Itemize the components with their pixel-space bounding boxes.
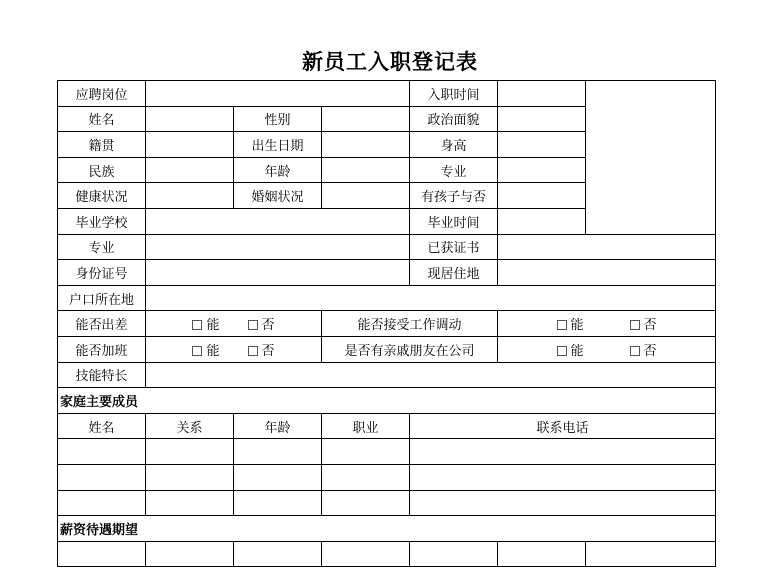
family-header-phone: 联系电话	[410, 413, 716, 439]
family-cell[interactable]	[234, 490, 322, 516]
form-row	[58, 516, 716, 542]
entry-time-label: 入职时间	[410, 81, 498, 107]
overtime-options	[146, 336, 322, 362]
age-field[interactable]	[322, 157, 410, 183]
health-label: 健康状况	[58, 183, 146, 209]
family-header-name: 姓名	[58, 413, 146, 439]
origin-field[interactable]	[146, 132, 234, 158]
relatives-no-option[interactable]: 否	[630, 340, 657, 359]
relatives-label: 是否有亲戚朋友在公司	[322, 336, 498, 362]
family-cell[interactable]	[58, 464, 146, 490]
grad-time-field[interactable]	[498, 208, 586, 234]
registration-form-table	[57, 80, 716, 567]
business-trip-no-option[interactable]: 否	[248, 314, 275, 333]
family-cell[interactable]	[58, 439, 146, 465]
major2-label: 专业	[58, 234, 146, 260]
salary-cell[interactable]	[146, 541, 234, 567]
relatives-options	[498, 336, 716, 362]
checkbox-icon[interactable]	[630, 346, 640, 356]
origin-label: 籍贯	[58, 132, 146, 158]
marital-label: 婚姻状况	[234, 183, 322, 209]
certificates-field[interactable]	[498, 234, 716, 260]
form-row	[58, 388, 716, 414]
salary-cell[interactable]	[410, 541, 498, 567]
health-field[interactable]	[146, 183, 234, 209]
family-header-row	[58, 413, 716, 439]
family-cell[interactable]	[234, 464, 322, 490]
transfer-no-option[interactable]: 否	[630, 314, 657, 333]
overtime-label: 能否加班	[58, 336, 146, 362]
salary-cell[interactable]	[498, 541, 586, 567]
gender-field[interactable]	[322, 106, 410, 132]
family-header-relation: 关系	[146, 413, 234, 439]
current-address-label: 现居住地	[410, 260, 498, 286]
salary-cell[interactable]	[586, 541, 716, 567]
position-label: 应聘岗位	[58, 81, 146, 107]
photo-area[interactable]	[586, 81, 716, 235]
name-label: 姓名	[58, 106, 146, 132]
hukou-label: 户口所在地	[58, 285, 146, 311]
form-row	[58, 81, 716, 107]
checkbox-icon[interactable]	[557, 346, 567, 356]
current-address-field[interactable]	[498, 260, 716, 286]
children-label: 有孩子与否	[410, 183, 498, 209]
family-cell[interactable]	[410, 439, 716, 465]
birth-date-label: 出生日期	[234, 132, 322, 158]
checkbox-icon[interactable]	[192, 320, 202, 330]
family-row	[58, 464, 716, 490]
family-cell[interactable]	[322, 490, 410, 516]
family-cell[interactable]	[322, 439, 410, 465]
family-cell[interactable]	[322, 464, 410, 490]
family-header-job: 职业	[322, 413, 410, 439]
family-row	[58, 439, 716, 465]
transfer-options	[498, 311, 716, 337]
family-cell[interactable]	[58, 490, 146, 516]
height-label: 身高	[410, 132, 498, 158]
transfer-label: 能否接受工作调动	[322, 311, 498, 337]
salary-section-title: 薪资待遇期望	[58, 516, 716, 542]
birth-date-field[interactable]	[322, 132, 410, 158]
gender-label: 性别	[234, 106, 322, 132]
age-label: 年龄	[234, 157, 322, 183]
form-row	[58, 260, 716, 286]
school-field[interactable]	[146, 208, 410, 234]
checkbox-icon[interactable]	[248, 346, 258, 356]
major2-field[interactable]	[146, 234, 410, 260]
major-label: 专业	[410, 157, 498, 183]
salary-row	[58, 541, 716, 567]
height-field[interactable]	[498, 132, 586, 158]
checkbox-icon[interactable]	[557, 320, 567, 330]
id-number-field[interactable]	[146, 260, 410, 286]
ethnicity-field[interactable]	[146, 157, 234, 183]
grad-time-label: 毕业时间	[410, 208, 498, 234]
form-row	[58, 285, 716, 311]
checkbox-icon[interactable]	[248, 320, 258, 330]
salary-cell[interactable]	[58, 541, 146, 567]
school-label: 毕业学校	[58, 208, 146, 234]
ethnicity-label: 民族	[58, 157, 146, 183]
transfer-yes-option[interactable]: 能	[557, 314, 584, 333]
political-label: 政治面貌	[410, 106, 498, 132]
form-row	[58, 234, 716, 260]
family-cell[interactable]	[410, 464, 716, 490]
page-title: 新员工入职登记表	[302, 50, 478, 74]
name-field[interactable]	[146, 106, 234, 132]
skills-field[interactable]	[146, 362, 716, 388]
family-section-title: 家庭主要成员	[58, 388, 716, 414]
relatives-yes-option[interactable]: 能	[557, 340, 584, 359]
hukou-field[interactable]	[146, 285, 716, 311]
overtime-no-option[interactable]: 否	[248, 340, 275, 359]
family-cell[interactable]	[146, 464, 234, 490]
family-cell[interactable]	[146, 439, 234, 465]
checkbox-icon[interactable]	[630, 320, 640, 330]
certificates-label: 已获证书	[410, 234, 498, 260]
form-row	[58, 362, 716, 388]
entry-time-field[interactable]	[498, 81, 586, 107]
family-header-age: 年龄	[234, 413, 322, 439]
family-cell[interactable]	[410, 490, 716, 516]
business-trip-options	[146, 311, 322, 337]
form-row	[58, 336, 716, 362]
political-field[interactable]	[498, 106, 586, 132]
marital-field[interactable]	[322, 183, 410, 209]
business-trip-label: 能否出差	[58, 311, 146, 337]
position-field[interactable]	[146, 81, 410, 107]
family-cell[interactable]	[234, 439, 322, 465]
overtime-yes-option[interactable]: 能	[192, 340, 219, 359]
salary-cell[interactable]	[322, 541, 410, 567]
checkbox-icon[interactable]	[192, 346, 202, 356]
children-field[interactable]	[498, 183, 586, 209]
form-row	[58, 311, 716, 337]
skills-label: 技能特长	[58, 362, 146, 388]
salary-cell[interactable]	[234, 541, 322, 567]
id-number-label: 身份证号	[58, 260, 146, 286]
major-field[interactable]	[498, 157, 586, 183]
family-cell[interactable]	[146, 490, 234, 516]
family-row	[58, 490, 716, 516]
business-trip-yes-option[interactable]: 能	[192, 314, 219, 333]
